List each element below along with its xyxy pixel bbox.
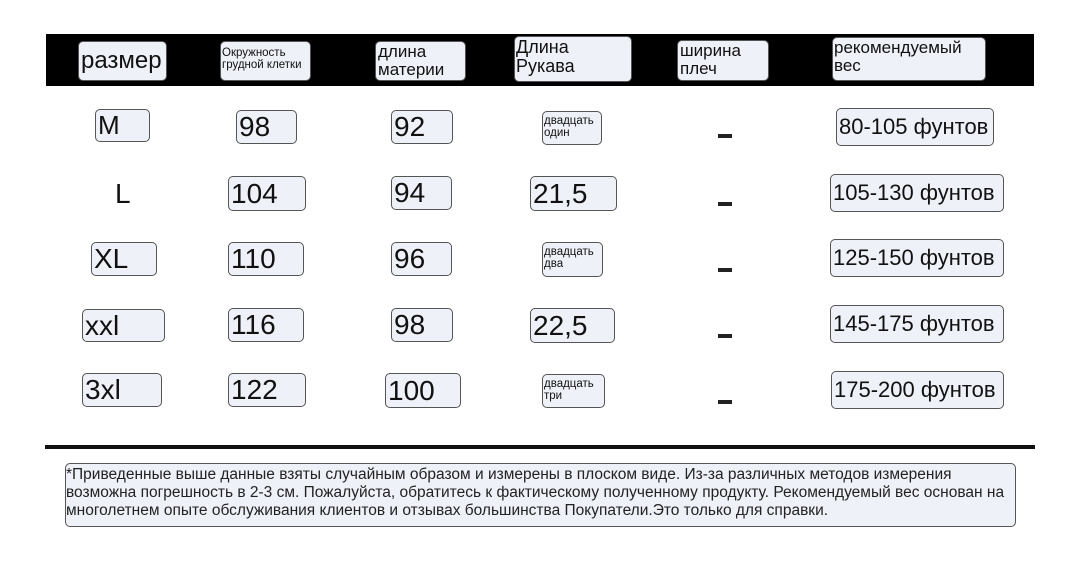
shoulder-dash [718,134,732,138]
size-cell: M [95,109,150,142]
header-size: размер [78,41,167,81]
divider [45,445,1035,449]
chest-cell: 122 [228,373,306,407]
weight-cell: 175-200 фунтов [831,371,1004,409]
shoulder-dash [718,400,732,404]
chest-cell: 116 [228,308,304,342]
sleeve-cell: двадцать один [542,111,602,145]
size-cell: 3xl [82,373,162,407]
header-weight: рекомендуемый вес [832,37,986,81]
shoulder-dash [718,268,732,272]
sleeve-cell: двадцать три [542,374,605,408]
header-chest: Окружность грудной клетки [220,41,311,81]
chest-cell: 98 [236,110,297,144]
size-cell: XL [91,242,157,276]
weight-cell: 145-175 фунтов [830,305,1004,343]
sleeve-cell: двадцать два [542,242,603,277]
chest-cell: 104 [228,176,306,211]
length-cell: 98 [391,308,453,342]
disclaimer-note: *Приведенные выше данные взяты случайным образом и измерены в плоском виде. Из-за различных методов измерения возможна погрешность в 2-3 см. Пожалуйста, обратитесь к фактическому полученному продукту. Рекомендуемый вес основан на многолетнем опыте обслуживания клиентов и отзывах большинства Покупатели.Это только для справки. [65,463,1016,527]
weight-cell: 105-130 фунтов [830,174,1004,212]
header-shoulder: ширина плеч [677,40,769,81]
size-cell: L [115,178,131,209]
shoulder-dash [718,334,732,338]
sleeve-cell: 21,5 [530,176,617,211]
weight-cell: 125-150 фунтов [830,239,1004,277]
shoulder-dash [718,202,732,206]
size-cell: xxl [82,309,165,342]
length-cell: 92 [391,110,453,144]
chest-cell: 110 [228,242,304,276]
sleeve-cell: 22,5 [530,308,615,343]
header-sleeve: Длина Рукава [514,36,632,82]
header-length: длина материи [375,41,466,81]
weight-cell: 80-105 фунтов [836,108,994,146]
length-cell: 100 [385,373,461,408]
length-cell: 94 [391,176,452,210]
length-cell: 96 [391,242,452,276]
